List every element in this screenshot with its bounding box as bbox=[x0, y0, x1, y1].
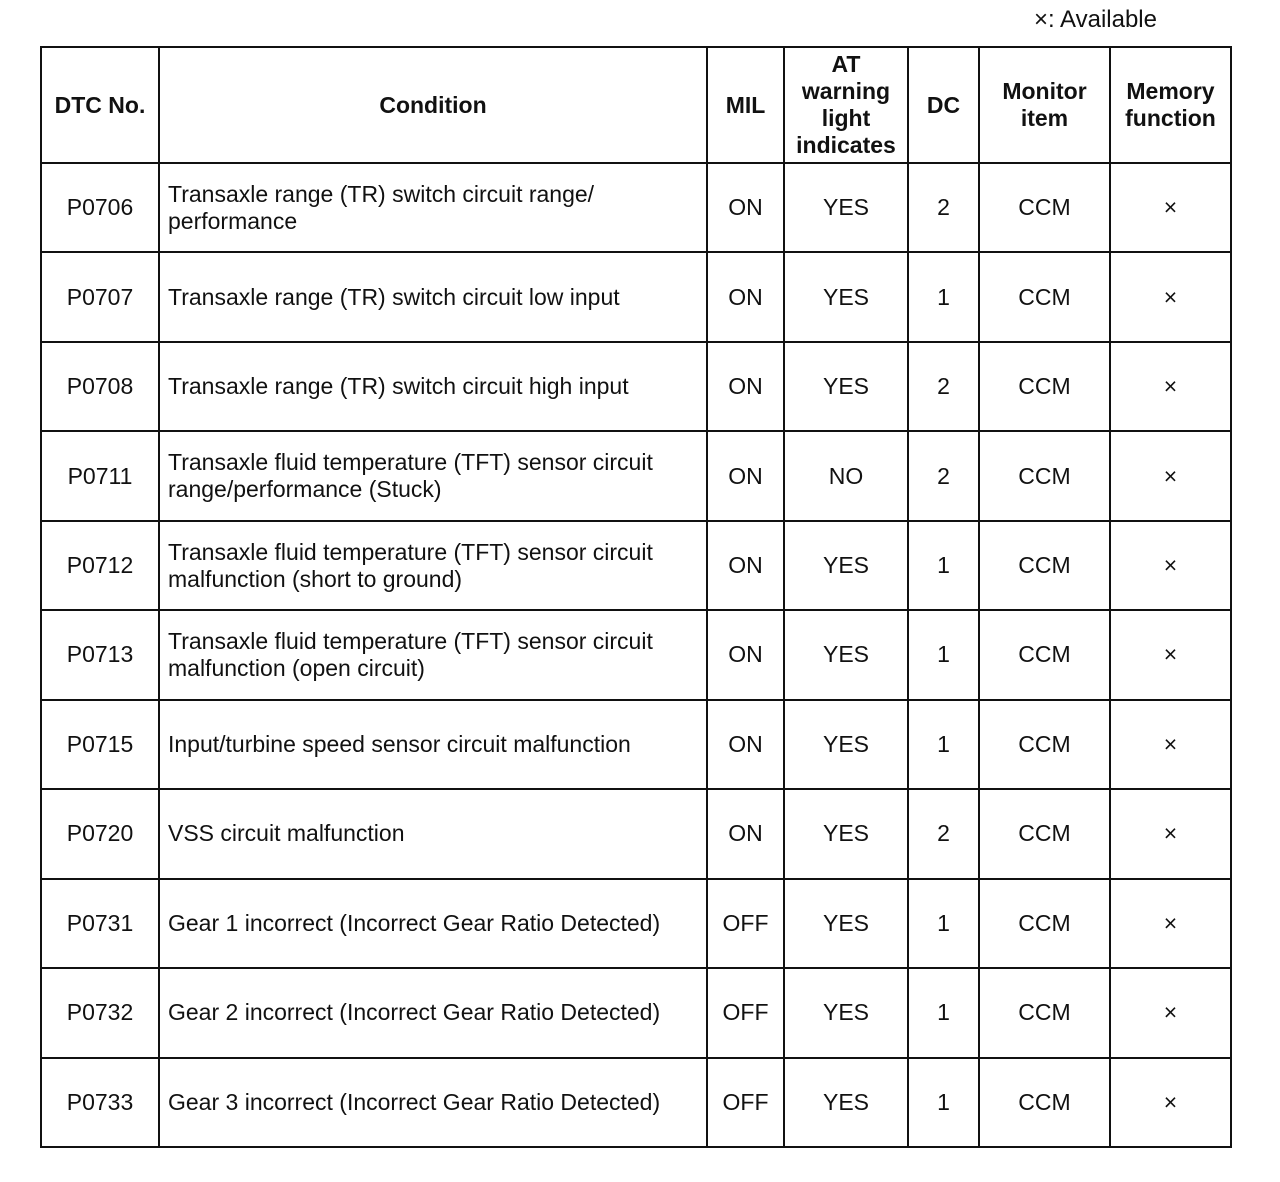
memory-function-mark: × bbox=[1110, 521, 1231, 610]
dtc-code: P0711 bbox=[41, 431, 159, 520]
memory-function-mark: × bbox=[1110, 789, 1231, 878]
table-row bbox=[41, 700, 1231, 789]
mil-status: ON bbox=[707, 342, 784, 431]
dtc-code: P0731 bbox=[41, 879, 159, 968]
condition-text: VSS circuit malfunction bbox=[159, 789, 707, 878]
dc-value: 1 bbox=[908, 521, 979, 610]
monitor-item: CCM bbox=[979, 431, 1110, 520]
mil-status: ON bbox=[707, 252, 784, 341]
table-row bbox=[41, 968, 1231, 1057]
dc-value: 1 bbox=[908, 252, 979, 341]
monitor-item: CCM bbox=[979, 1058, 1110, 1147]
dc-value: 2 bbox=[908, 163, 979, 252]
monitor-item: CCM bbox=[979, 610, 1110, 699]
dtc-table bbox=[40, 46, 1232, 1148]
monitor-item: CCM bbox=[979, 968, 1110, 1057]
mil-status: ON bbox=[707, 789, 784, 878]
monitor-item: CCM bbox=[979, 252, 1110, 341]
at-warning-status: YES bbox=[784, 610, 908, 699]
condition-text: Transaxle range (TR) switch circuit range/ performance bbox=[159, 163, 707, 252]
memory-function-mark: × bbox=[1110, 700, 1231, 789]
header-memory-function: Memory function bbox=[1110, 47, 1231, 163]
memory-function-mark: × bbox=[1110, 610, 1231, 699]
monitor-item: CCM bbox=[979, 789, 1110, 878]
legend-note: ×: Available bbox=[1034, 6, 1157, 33]
mil-status: ON bbox=[707, 431, 784, 520]
dc-value: 2 bbox=[908, 789, 979, 878]
memory-function-mark: × bbox=[1110, 163, 1231, 252]
condition-text: Gear 3 incorrect (Incorrect Gear Ratio Detected) bbox=[159, 1058, 707, 1147]
monitor-item: CCM bbox=[979, 879, 1110, 968]
table-row bbox=[41, 879, 1231, 968]
mil-status: ON bbox=[707, 700, 784, 789]
dtc-code: P0707 bbox=[41, 252, 159, 341]
condition-text: Transaxle fluid temperature (TFT) sensor circuit range/performance (Stuck) bbox=[159, 431, 707, 520]
dc-value: 1 bbox=[908, 700, 979, 789]
table-row bbox=[41, 521, 1231, 610]
at-warning-status: YES bbox=[784, 1058, 908, 1147]
dc-value: 1 bbox=[908, 610, 979, 699]
dc-value: 1 bbox=[908, 1058, 979, 1147]
monitor-item: CCM bbox=[979, 342, 1110, 431]
mil-status: ON bbox=[707, 163, 784, 252]
condition-text: Gear 2 incorrect (Incorrect Gear Ratio Detected) bbox=[159, 968, 707, 1057]
memory-function-mark: × bbox=[1110, 342, 1231, 431]
dtc-code: P0712 bbox=[41, 521, 159, 610]
condition-text: Transaxle fluid temperature (TFT) sensor circuit malfunction (open circuit) bbox=[159, 610, 707, 699]
table-row bbox=[41, 431, 1231, 520]
condition-text: Input/turbine speed sensor circuit malfunction bbox=[159, 700, 707, 789]
dc-value: 1 bbox=[908, 879, 979, 968]
memory-function-mark: × bbox=[1110, 252, 1231, 341]
header-condition: Condition bbox=[159, 47, 707, 163]
condition-text: Transaxle range (TR) switch circuit low input bbox=[159, 252, 707, 341]
table-row bbox=[41, 252, 1231, 341]
condition-text: Gear 1 incorrect (Incorrect Gear Ratio Detected) bbox=[159, 879, 707, 968]
dtc-code: P0732 bbox=[41, 968, 159, 1057]
at-warning-status: NO bbox=[784, 431, 908, 520]
dtc-code: P0715 bbox=[41, 700, 159, 789]
mil-status: ON bbox=[707, 610, 784, 699]
at-warning-status: YES bbox=[784, 700, 908, 789]
monitor-item: CCM bbox=[979, 700, 1110, 789]
table-row bbox=[41, 163, 1231, 252]
monitor-item: CCM bbox=[979, 163, 1110, 252]
condition-text: Transaxle range (TR) switch circuit high input bbox=[159, 342, 707, 431]
mil-status: OFF bbox=[707, 1058, 784, 1147]
at-warning-status: YES bbox=[784, 342, 908, 431]
at-warning-status: YES bbox=[784, 968, 908, 1057]
table-header-row bbox=[41, 47, 1231, 163]
dtc-code: P0720 bbox=[41, 789, 159, 878]
memory-function-mark: × bbox=[1110, 431, 1231, 520]
header-at-warning-light: AT warning light indicates bbox=[784, 47, 908, 163]
dtc-code: P0706 bbox=[41, 163, 159, 252]
at-warning-status: YES bbox=[784, 879, 908, 968]
mil-status: OFF bbox=[707, 968, 784, 1057]
header-dtc-no: DTC No. bbox=[41, 47, 159, 163]
monitor-item: CCM bbox=[979, 521, 1110, 610]
memory-function-mark: × bbox=[1110, 968, 1231, 1057]
table-row bbox=[41, 1058, 1231, 1147]
at-warning-status: YES bbox=[784, 521, 908, 610]
memory-function-mark: × bbox=[1110, 879, 1231, 968]
dc-value: 2 bbox=[908, 342, 979, 431]
dtc-code: P0708 bbox=[41, 342, 159, 431]
table-row bbox=[41, 342, 1231, 431]
table-row bbox=[41, 610, 1231, 699]
header-monitor-item: Monitor item bbox=[979, 47, 1110, 163]
memory-function-mark: × bbox=[1110, 1058, 1231, 1147]
mil-status: ON bbox=[707, 521, 784, 610]
table-row bbox=[41, 789, 1231, 878]
at-warning-status: YES bbox=[784, 252, 908, 341]
dc-value: 2 bbox=[908, 431, 979, 520]
dc-value: 1 bbox=[908, 968, 979, 1057]
at-warning-status: YES bbox=[784, 789, 908, 878]
dtc-code: P0733 bbox=[41, 1058, 159, 1147]
header-mil: MIL bbox=[707, 47, 784, 163]
header-dc: DC bbox=[908, 47, 979, 163]
dtc-code: P0713 bbox=[41, 610, 159, 699]
at-warning-status: YES bbox=[784, 163, 908, 252]
mil-status: OFF bbox=[707, 879, 784, 968]
condition-text: Transaxle fluid temperature (TFT) sensor circuit malfunction (short to ground) bbox=[159, 521, 707, 610]
